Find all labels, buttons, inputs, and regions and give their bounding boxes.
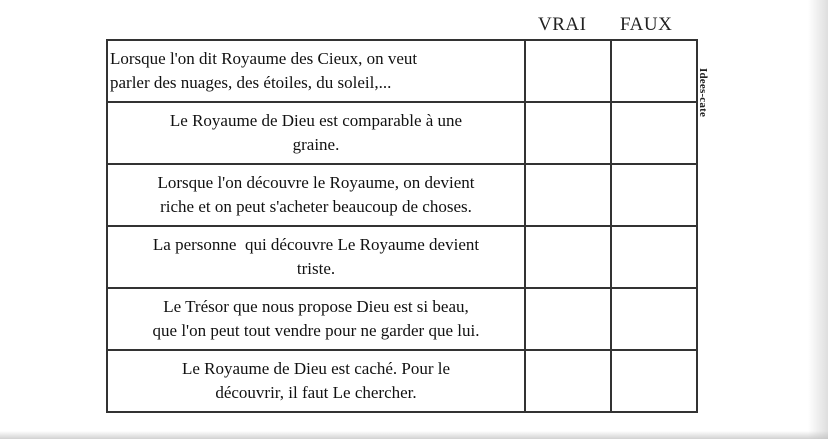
table-row	[107, 164, 697, 226]
statement-line: La personne qui découvre Le Royaume devient	[152, 235, 480, 254]
statement-cell	[107, 40, 525, 102]
statement-line: Lorsque l'on découvre le Royaume, on devient	[157, 173, 475, 192]
statement-line: Le Royaume de Dieu est caché. Pour le	[181, 359, 451, 378]
vrai-answer-box[interactable]	[525, 102, 611, 164]
table-row	[107, 102, 697, 164]
statement-cell	[107, 288, 525, 350]
watermark-text: Idees-cate	[697, 68, 709, 118]
statement-line: riche et on peut s'acheter beaucoup de choses.	[160, 197, 472, 216]
faux-answer-box[interactable]	[611, 350, 697, 412]
statement-line: Le Trésor que nous propose Dieu est si beau,	[163, 297, 469, 316]
statement-line: Lorsque l'on dit Royaume des Cieux, on veut	[110, 49, 418, 68]
page-shadow-bottom	[0, 431, 828, 439]
page-shadow-right	[808, 0, 828, 439]
header-vrai: VRAI	[538, 14, 587, 35]
faux-answer-box[interactable]	[611, 226, 697, 288]
statement-line: que l'on peut tout vendre pour ne garder que lui.	[152, 321, 480, 340]
table-row	[107, 288, 697, 350]
table-row	[107, 40, 697, 102]
vrai-answer-box[interactable]	[525, 226, 611, 288]
vrai-answer-box[interactable]	[525, 350, 611, 412]
true-false-table	[106, 39, 698, 413]
vrai-answer-box[interactable]	[525, 164, 611, 226]
header-faux: FAUX	[620, 14, 673, 35]
faux-answer-box[interactable]	[611, 288, 697, 350]
table-row	[107, 226, 697, 288]
vrai-answer-box[interactable]	[525, 288, 611, 350]
statement-line: Le Royaume de Dieu est comparable à une	[169, 111, 463, 130]
statement-cell	[107, 350, 525, 412]
faux-answer-box[interactable]	[611, 40, 697, 102]
statement-line: parler des nuages, des étoiles, du soleil,...	[110, 73, 392, 92]
statement-line: découvrir, il faut Le chercher.	[215, 383, 417, 402]
statement-line: graine.	[292, 135, 340, 154]
faux-answer-box[interactable]	[611, 164, 697, 226]
statement-line: triste.	[296, 259, 336, 278]
table-row	[107, 350, 697, 412]
statement-cell	[107, 164, 525, 226]
faux-answer-box[interactable]	[611, 102, 697, 164]
statement-cell	[107, 102, 525, 164]
statement-cell	[107, 226, 525, 288]
vrai-answer-box[interactable]	[525, 40, 611, 102]
